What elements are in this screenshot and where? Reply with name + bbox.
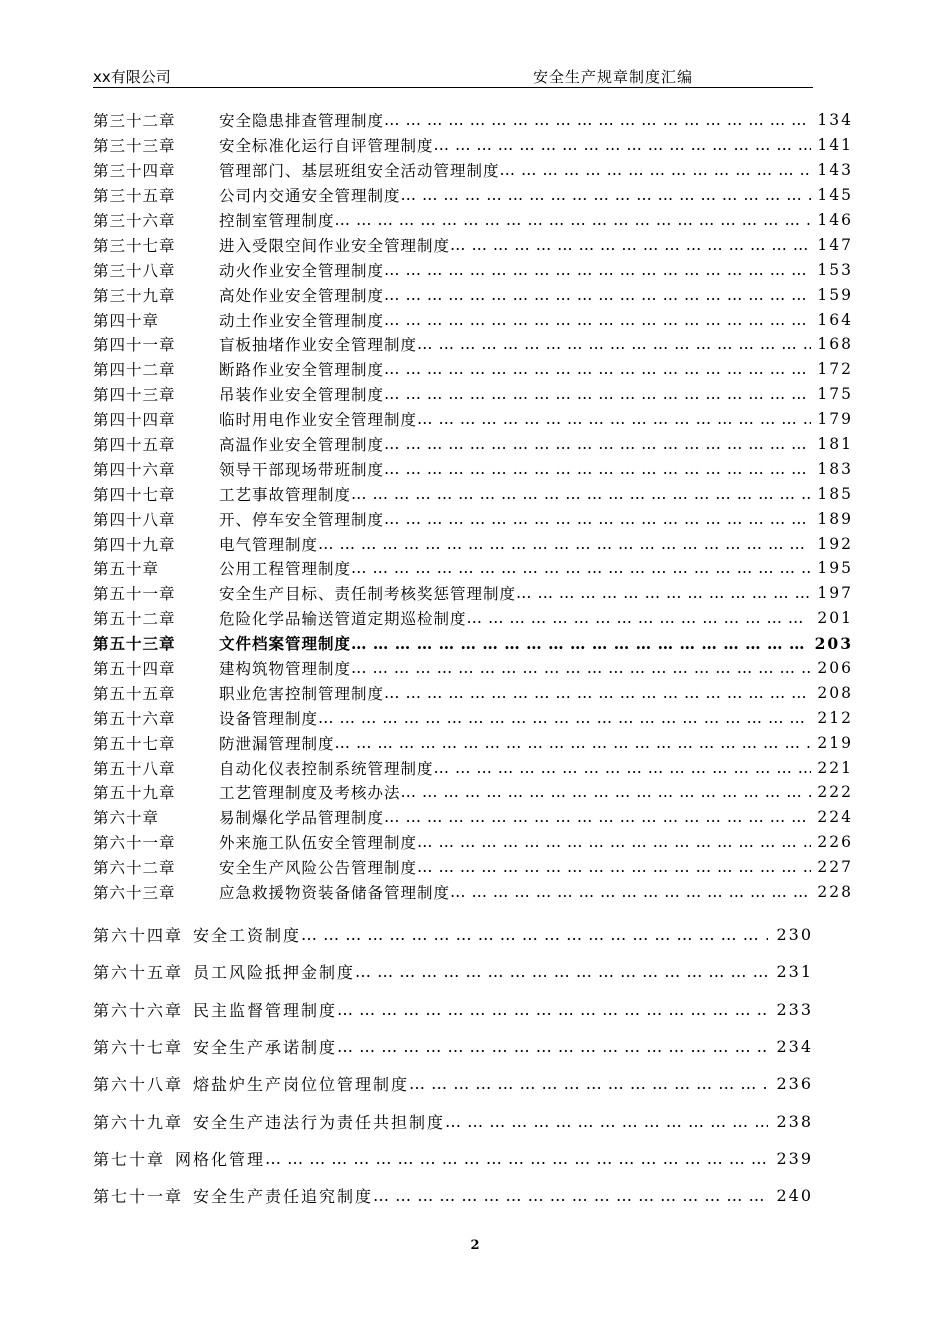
toc-leader [355,962,768,981]
toc-leader [401,783,812,801]
toc-row[interactable] [93,953,813,990]
toc-leader [384,385,811,403]
toc-title: 民主监督管理制度 [193,1000,338,1020]
toc-row[interactable] [93,1065,813,1102]
toc-row[interactable] [93,730,853,755]
toc-title: 开、停车安全管理制度 [219,510,385,529]
toc-leader [351,634,809,653]
toc-row[interactable] [93,257,853,282]
toc-page: 192 [817,534,853,553]
toc-row[interactable] [93,407,853,432]
toc-row[interactable] [93,705,853,730]
toc-leader [409,1074,768,1093]
toc-chapter: 第四十六章 [93,460,176,479]
toc-chapter: 第四十八章 [93,510,176,529]
toc-leader [351,485,811,503]
toc-title: 动火作业安全管理制度 [219,261,385,280]
toc-title: 外来施工队伍安全管理制度 [219,834,418,853]
toc-row[interactable] [93,108,853,133]
toc-chapter: 第三十六章 [93,212,176,230]
toc-title: 安全生产目标、责任制考核奖惩管理制度 [219,585,517,604]
toc-row[interactable] [93,680,853,705]
toc-chapter: 第五十二章 [93,610,176,629]
toc-row[interactable] [93,991,813,1028]
toc-title: 危险化学品输送管道定期巡检制度 [219,610,467,629]
toc-page: 195 [817,559,853,578]
toc-title: 设备管理制度 [219,709,319,728]
toc-chapter: 第六十六章 [93,1000,184,1020]
toc-title: 电气管理制度 [219,535,319,554]
toc-page: 228 [817,883,853,902]
toc-chapter: 第三十七章 [93,236,176,255]
toc-page: 183 [817,459,853,478]
toc-chapter: 第五十八章 [93,759,176,778]
toc-title: 工艺事故管理制度 [219,485,352,504]
toc-page: 239 [776,1148,813,1168]
toc-page: 234 [776,1037,813,1057]
toc-title: 安全生产违法行为责任共担制度 [193,1112,446,1132]
toc-row[interactable] [93,606,853,631]
toc-chapter: 第五十九章 [93,784,176,803]
toc-page: 179 [817,410,853,429]
toc-title: 文件档案管理制度 [219,634,352,654]
toc-title: 安全工资制度 [193,926,302,946]
toc-row[interactable] [93,158,853,183]
toc-page: 185 [817,484,853,503]
toc-chapter: 第四十三章 [93,386,176,405]
toc-page: 153 [817,260,853,279]
toc-chapter: 第五十一章 [93,585,176,604]
toc-row[interactable] [93,780,853,805]
toc-chapter: 第四十一章 [93,336,176,355]
toc-leader [384,460,811,478]
toc-chapter: 第四十五章 [93,436,176,455]
toc-page: 206 [817,659,853,678]
toc-leader [351,559,811,577]
toc-title: 安全隐患排查管理制度 [219,112,385,131]
toc-title: 管理部门、基层班组安全活动管理制度 [219,162,500,181]
toc-leader [384,435,811,453]
toc-page: 143 [817,161,853,180]
toc-title: 安全生产风险公告管理制度 [219,859,418,878]
toc-title: 易制爆化学品管理制度 [219,809,385,828]
toc-chapter: 第三十三章 [93,137,176,156]
toc-chapter: 第六十四章 [93,926,184,946]
toc-title: 进入受限空间作业安全管理制度 [219,236,451,255]
toc-leader [384,286,811,304]
header-doc-title: 安全生产规章制度汇编 [533,68,694,86]
toc-chapter: 第四十九章 [93,535,176,554]
toc-chapter: 第四十二章 [93,361,176,380]
toc-row[interactable] [93,656,853,681]
toc-page: 238 [776,1111,813,1131]
toc-chapter: 第四十七章 [93,485,176,504]
toc-leader [318,709,811,727]
toc-page: 159 [817,285,853,304]
toc-chapter: 第五十四章 [93,660,176,679]
toc-title: 领导干部现场带班制度 [219,460,385,479]
toc-leader [384,111,811,129]
toc-title: 吊装作业安全管理制度 [219,386,385,405]
toc-page: 219 [817,733,853,752]
toc-row[interactable] [93,916,813,953]
header-rule [93,87,813,88]
toc-chapter: 第六十九章 [93,1112,184,1132]
toc-page: 231 [776,962,813,982]
toc-row[interactable] [93,357,853,382]
toc-leader [384,360,811,378]
toc-page: 227 [817,858,853,877]
toc-title: 网格化管理 [175,1149,266,1169]
toc-row[interactable] [93,830,853,855]
toc-chapter: 第五十章 [93,560,160,579]
toc-row[interactable] [93,506,853,531]
toc-row[interactable] [93,581,853,606]
header-company: xx有限公司 [93,68,171,86]
toc-row[interactable] [93,481,853,506]
toc-leader [337,1037,768,1056]
toc-row[interactable] [93,307,853,332]
toc-title: 高温作业安全管理制度 [219,436,385,455]
toc-page: 203 [814,633,853,653]
toc-leader [373,1186,768,1205]
toc-page: 208 [817,683,853,702]
toc-chapter: 第五十七章 [93,734,176,753]
toc-row[interactable] [93,456,853,481]
toc-row[interactable] [93,232,853,257]
toc-leader [445,1112,768,1131]
toc-leader [384,261,811,279]
toc-page: 189 [817,509,853,528]
toc-leader [417,410,811,428]
toc-row[interactable] [93,432,853,457]
toc-title: 动土作业安全管理制度 [219,311,385,330]
toc-row[interactable] [93,133,853,158]
toc-leader [335,211,812,229]
toc-title: 防泄漏管理制度 [219,734,335,753]
toc-page: 201 [817,609,853,628]
table-of-contents-continued [93,916,813,1214]
toc-leader [434,136,812,154]
toc-chapter: 第三十二章 [93,112,176,131]
toc-row[interactable] [93,805,853,830]
toc-chapter: 第五十五章 [93,684,176,703]
toc-leader [384,684,811,702]
toc-leader [417,335,811,353]
toc-page: 197 [817,584,853,603]
toc-row[interactable] [93,556,853,581]
toc-title: 安全生产责任追究制度 [193,1187,374,1207]
toc-leader [500,161,812,179]
toc-leader [265,1149,768,1168]
toc-page: 212 [817,708,853,727]
toc-page: 181 [817,435,853,454]
toc-chapter: 第三十九章 [93,286,176,305]
toc-page: 175 [817,385,853,404]
toc-title: 工艺管理制度及考核办法 [219,784,401,803]
toc-leader [337,1000,768,1019]
toc-leader [417,833,811,851]
toc-leader [384,311,811,329]
toc-leader [384,808,811,826]
toc-page: 224 [817,808,853,827]
toc-row[interactable] [93,282,853,307]
toc-title: 熔盐炉生产岗位位管理制度 [193,1075,410,1095]
toc-page: 147 [817,235,853,254]
toc-row[interactable] [93,631,853,656]
toc-leader [417,858,811,876]
toc-chapter: 第五十三章 [93,634,176,654]
toc-title: 安全标准化运行自评管理制度 [219,137,434,156]
toc-page: 222 [817,783,853,802]
toc-leader [301,925,768,944]
page-number: 2 [470,1238,480,1253]
toc-page: 141 [817,136,853,155]
toc-row[interactable] [93,1102,813,1139]
toc-title: 控制室管理制度 [219,212,335,230]
toc-title: 断路作业安全管理制度 [219,361,385,380]
toc-row[interactable] [93,1028,813,1065]
toc-page: 221 [817,758,853,777]
toc-leader [450,883,811,901]
toc-row[interactable] [93,531,853,556]
toc-title: 公用工程管理制度 [219,560,352,579]
toc-title: 临时用电作业安全管理制度 [219,411,418,430]
toc-chapter: 第四十四章 [93,411,176,430]
toc-page: 240 [776,1186,813,1206]
toc-row[interactable] [93,382,853,407]
toc-leader [516,584,811,602]
toc-row[interactable] [93,183,853,208]
toc-chapter: 第六十七章 [93,1038,184,1058]
toc-title: 自动化仪表控制系统管理制度 [219,759,434,778]
toc-page: 172 [817,360,853,379]
toc-page: 226 [817,833,853,852]
toc-row[interactable] [93,880,853,905]
toc-page: 164 [817,310,853,329]
toc-title: 高处作业安全管理制度 [219,286,385,305]
toc-leader [450,236,811,254]
toc-page: 236 [776,1074,813,1094]
toc-chapter: 第六十章 [93,809,160,828]
toc-leader [384,510,811,528]
toc-chapter: 第三十八章 [93,261,176,280]
toc-row[interactable] [93,1177,813,1214]
toc-leader [318,535,811,553]
toc-chapter: 第六十八章 [93,1075,184,1095]
toc-row[interactable] [93,755,853,780]
toc-chapter: 第七十章 [93,1149,166,1169]
toc-chapter: 第三十四章 [93,162,176,181]
toc-page: 233 [776,999,813,1019]
toc-title: 员工风险抵押金制度 [193,963,356,983]
toc-chapter: 第六十五章 [93,963,184,983]
toc-title: 职业危害控制管理制度 [219,684,385,703]
toc-chapter: 第五十六章 [93,709,176,728]
toc-page: 230 [776,925,813,945]
toc-page: 134 [817,111,853,130]
toc-row[interactable] [93,855,853,880]
toc-chapter: 第七十一章 [93,1187,184,1207]
toc-title: 应急救援物资装备储备管理制度 [219,884,451,903]
toc-chapter: 第四十章 [93,311,160,330]
toc-chapter: 第三十五章 [93,187,176,206]
toc-leader [434,759,812,777]
toc-row[interactable] [93,332,853,357]
toc-leader [335,734,812,752]
toc-page: 146 [817,211,853,229]
table-of-contents [93,108,853,905]
toc-leader [467,609,812,627]
toc-chapter: 第六十一章 [93,834,176,853]
toc-row[interactable] [93,1140,813,1177]
toc-title: 盲板抽堵作业安全管理制度 [219,336,418,355]
toc-title: 建构筑物管理制度 [219,660,352,679]
toc-chapter: 第六十二章 [93,859,176,878]
toc-row[interactable] [93,208,853,233]
toc-title: 安全生产承诺制度 [193,1038,338,1058]
toc-chapter: 第六十三章 [93,884,176,903]
toc-leader [351,659,811,677]
toc-title: 公司内交通安全管理制度 [219,187,401,206]
toc-page: 145 [817,186,853,205]
toc-page: 168 [817,335,853,354]
toc-leader [401,186,812,204]
